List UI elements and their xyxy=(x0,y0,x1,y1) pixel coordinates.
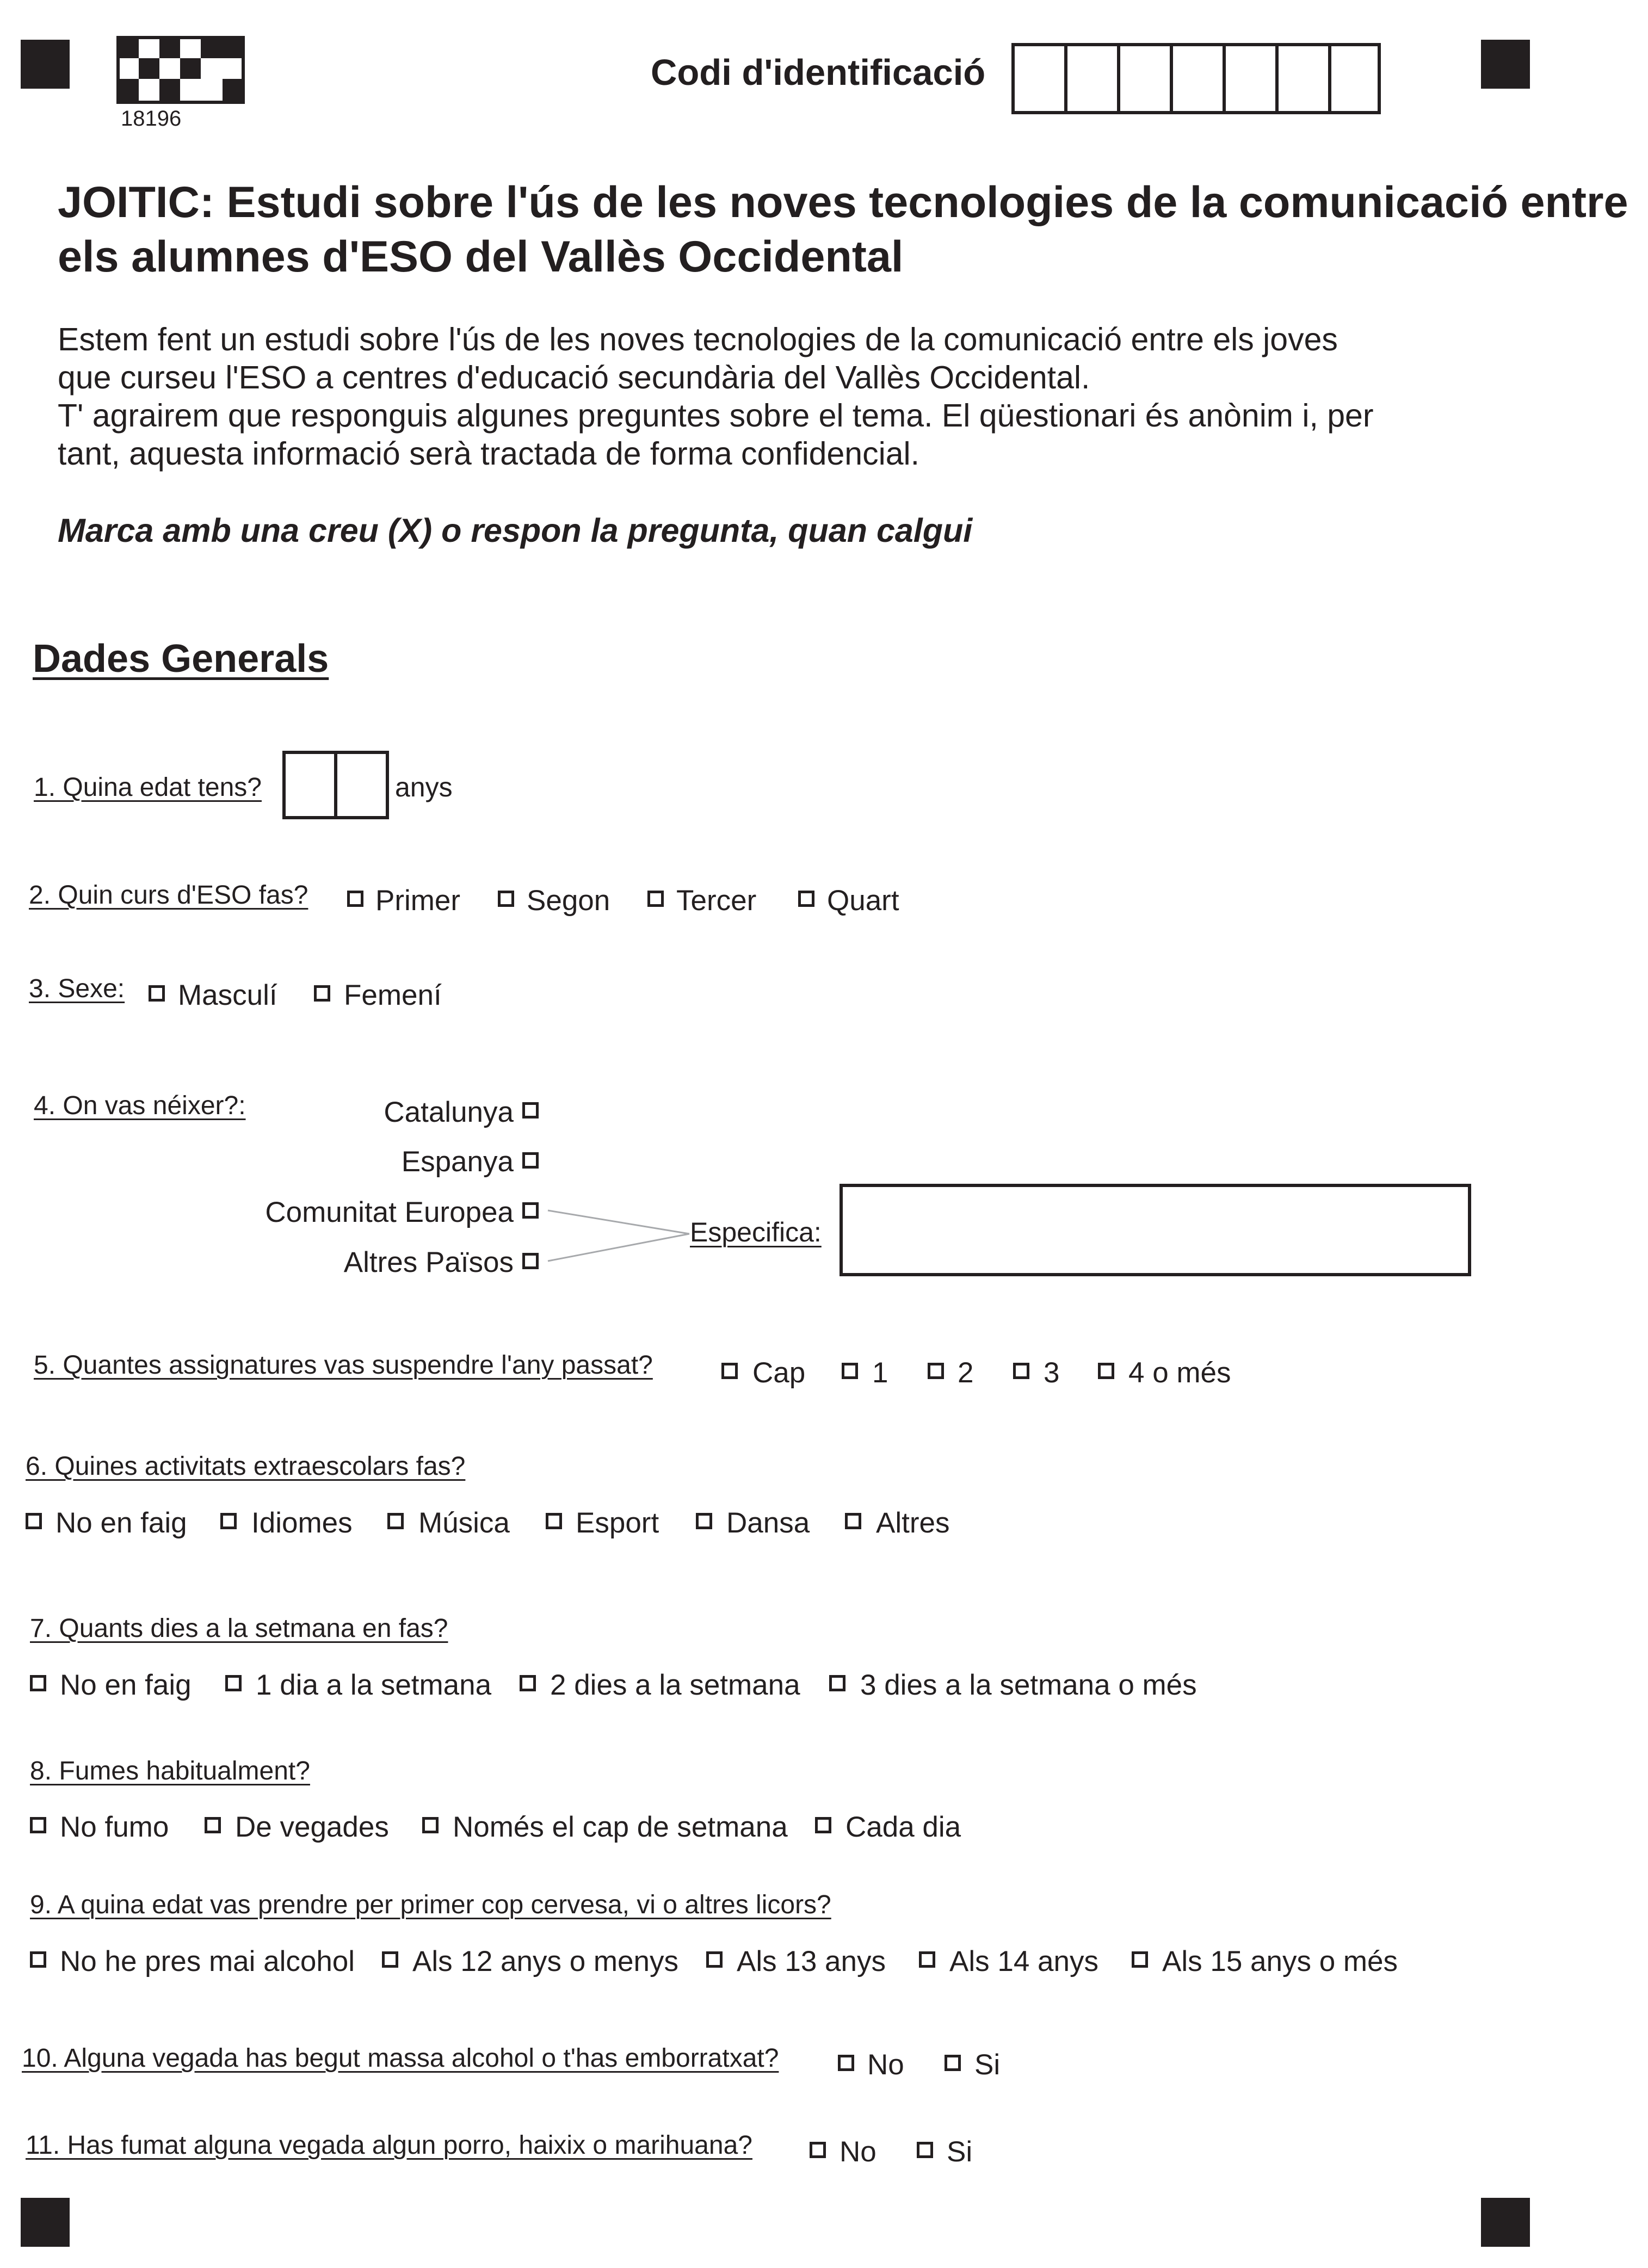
id-code-label: Codi d'identificació xyxy=(651,52,986,93)
q5-checkbox-2[interactable] xyxy=(928,1363,944,1379)
q8-label: 8. Fumes habitualment? xyxy=(30,1757,310,1785)
q9-option-13: Als 13 anys xyxy=(737,1945,886,1977)
registration-mark-top-right xyxy=(1481,40,1530,89)
q2-checkbox-quart[interactable] xyxy=(798,891,814,907)
q7-checkbox-1-dia[interactable] xyxy=(225,1675,242,1691)
registration-mark-bottom-right xyxy=(1481,2198,1530,2247)
q8-option-no-fumo: No fumo xyxy=(60,1811,169,1843)
q6-option-esport: Esport xyxy=(576,1507,659,1539)
q1-age-input[interactable] xyxy=(282,751,389,819)
q9-checkbox-13[interactable] xyxy=(706,1951,723,1968)
q6-label: 6. Quines activitats extraescolars fas? xyxy=(26,1452,466,1481)
q5-option-1: 1 xyxy=(872,1357,888,1389)
q7-option-1-dia: 1 dia a la setmana xyxy=(256,1669,492,1701)
q4-option-espanya: Espanya xyxy=(401,1146,514,1178)
q8-checkbox-de-vegades[interactable] xyxy=(205,1817,221,1833)
q4-checkbox-altres-paisos[interactable] xyxy=(522,1253,539,1269)
q4-option-catalunya: Catalunya xyxy=(384,1096,514,1128)
q3-option-femeni: Femení xyxy=(344,979,442,1011)
q1-unit: anys xyxy=(395,772,453,802)
q4-connector-lines xyxy=(547,1197,694,1273)
section-title: Dades Generals xyxy=(33,637,329,681)
q2-checkbox-segon[interactable] xyxy=(498,891,514,907)
page-title-line-1: JOITIC: Estudi sobre l'ús de les noves tecnologies de la comunicació entre xyxy=(58,178,1628,227)
q9-checkbox-14[interactable] xyxy=(919,1951,935,1968)
id-code-input[interactable] xyxy=(1011,43,1381,114)
intro-line-4: tant, aquesta informació serà tractada de forma confidencial. xyxy=(58,436,920,472)
q7-label: 7. Quants dies a la setmana en fas? xyxy=(30,1614,448,1643)
q7-option-no-en-faig: No en faig xyxy=(60,1669,192,1701)
q8-option-cada-dia: Cada dia xyxy=(845,1811,961,1843)
q11-label: 11. Has fumat alguna vegada algun porro, haixix o marihuana? xyxy=(26,2131,752,2160)
q4-option-altres-paisos: Altres Països xyxy=(343,1246,514,1278)
q1-label: 1. Quina edat tens? xyxy=(34,773,262,802)
q10-option-no: No xyxy=(867,2049,904,2081)
q6-checkbox-esport[interactable] xyxy=(546,1513,562,1529)
q5-checkbox-1[interactable] xyxy=(842,1363,858,1379)
q7-option-2-dies: 2 dies a la setmana xyxy=(550,1669,800,1701)
q3-label: 3. Sexe: xyxy=(29,974,125,1003)
q9-checkbox-15-o-mes[interactable] xyxy=(1132,1951,1148,1968)
q8-checkbox-cada-dia[interactable] xyxy=(815,1817,831,1833)
q6-option-no-en-faig: No en faig xyxy=(55,1507,187,1539)
q2-checkbox-primer[interactable] xyxy=(347,891,363,907)
q11-option-si: Si xyxy=(947,2136,973,2168)
page-title-line-2: els alumnes d'ESO del Vallès Occidental xyxy=(58,232,904,281)
intro-line-3: T' agrairem que responguis algunes preguntes sobre el tema. El qüestionari és anònim i, per xyxy=(58,398,1374,434)
form-number: 18196 xyxy=(121,107,182,131)
q6-checkbox-musica[interactable] xyxy=(387,1513,404,1529)
q10-checkbox-no[interactable] xyxy=(838,2055,854,2071)
q9-checkbox-mai[interactable] xyxy=(30,1951,46,1968)
q6-option-dansa: Dansa xyxy=(726,1507,810,1539)
q7-checkbox-no-en-faig[interactable] xyxy=(30,1675,46,1691)
q8-checkbox-no-fumo[interactable] xyxy=(30,1817,46,1833)
q3-option-masculi: Masculí xyxy=(178,979,277,1011)
q10-checkbox-si[interactable] xyxy=(945,2055,961,2071)
q6-checkbox-no-en-faig[interactable] xyxy=(26,1513,42,1529)
q3-checkbox-femeni[interactable] xyxy=(314,985,330,1002)
q11-option-no: No xyxy=(840,2136,877,2168)
q5-checkbox-cap[interactable] xyxy=(721,1363,738,1379)
q8-checkbox-cap-de-setmana[interactable] xyxy=(422,1817,439,1833)
registration-mark-top-left xyxy=(21,40,70,89)
form-pattern-icon xyxy=(116,36,245,104)
q9-option-14: Als 14 anys xyxy=(949,1945,1098,1977)
q8-option-cap-de-setmana: Només el cap de setmana xyxy=(453,1811,788,1843)
registration-mark-bottom-left xyxy=(21,2198,70,2247)
q4-option-comunitat-europea: Comunitat Europea xyxy=(265,1196,514,1228)
q11-checkbox-si[interactable] xyxy=(917,2142,933,2158)
q7-checkbox-2-dies[interactable] xyxy=(520,1675,536,1691)
q4-label: 4. On vas néixer?: xyxy=(34,1091,246,1120)
q6-checkbox-idiomes[interactable] xyxy=(220,1513,237,1529)
q4-specify-label: Especifica: xyxy=(690,1217,822,1247)
q9-option-mai: No he pres mai alcohol xyxy=(60,1945,355,1977)
q5-option-2: 2 xyxy=(958,1357,974,1389)
q2-checkbox-tercer[interactable] xyxy=(647,891,664,907)
q2-label: 2. Quin curs d'ESO fas? xyxy=(29,881,308,910)
q2-option-primer: Primer xyxy=(375,885,461,917)
q4-checkbox-espanya[interactable] xyxy=(522,1152,539,1169)
q2-option-quart: Quart xyxy=(827,885,899,917)
q10-label: 10. Alguna vegada has begut massa alcohol o t'has emborratxat? xyxy=(22,2044,779,2073)
q2-option-tercer: Tercer xyxy=(676,885,757,917)
q4-specify-input[interactable] xyxy=(840,1184,1471,1276)
q7-checkbox-3-dies[interactable] xyxy=(829,1675,845,1691)
q9-option-15-o-mes: Als 15 anys o més xyxy=(1162,1945,1398,1977)
q6-option-idiomes: Idiomes xyxy=(251,1507,353,1539)
q5-checkbox-3[interactable] xyxy=(1013,1363,1029,1379)
q6-checkbox-dansa[interactable] xyxy=(696,1513,712,1529)
q4-checkbox-comunitat-europea[interactable] xyxy=(522,1202,539,1219)
q5-option-4-o-mes: 4 o més xyxy=(1128,1357,1231,1389)
q9-checkbox-12-o-menys[interactable] xyxy=(382,1951,398,1968)
q6-option-altres: Altres xyxy=(876,1507,950,1539)
q4-checkbox-catalunya[interactable] xyxy=(522,1102,539,1118)
intro-line-1: Estem fent un estudi sobre l'ús de les noves tecnologies de la comunicació entre els joves xyxy=(58,322,1338,357)
q3-checkbox-masculi[interactable] xyxy=(149,985,165,1002)
intro-line-2: que curseu l'ESO a centres d'educació secundària del Vallès Occidental. xyxy=(58,360,1090,395)
q5-option-cap: Cap xyxy=(752,1357,806,1389)
q5-option-3: 3 xyxy=(1044,1357,1060,1389)
q8-option-de-vegades: De vegades xyxy=(235,1811,389,1843)
q11-checkbox-no[interactable] xyxy=(810,2142,826,2158)
q2-option-segon: Segon xyxy=(527,885,610,917)
instruction-text: Marca amb una creu (X) o respon la pregunta, quan calgui xyxy=(58,512,973,549)
q10-option-si: Si xyxy=(974,2049,1001,2081)
q5-checkbox-4-o-mes[interactable] xyxy=(1098,1363,1114,1379)
q9-option-12-o-menys: Als 12 anys o menys xyxy=(412,1945,679,1977)
q6-checkbox-altres[interactable] xyxy=(845,1513,861,1529)
q7-option-3-dies: 3 dies a la setmana o més xyxy=(860,1669,1197,1701)
q9-label: 9. A quina edat vas prendre per primer cop cervesa, vi o altres licors? xyxy=(30,1890,831,1919)
q5-label: 5. Quantes assignatures vas suspendre l'any passat? xyxy=(34,1351,653,1380)
q6-option-musica: Música xyxy=(418,1507,510,1539)
